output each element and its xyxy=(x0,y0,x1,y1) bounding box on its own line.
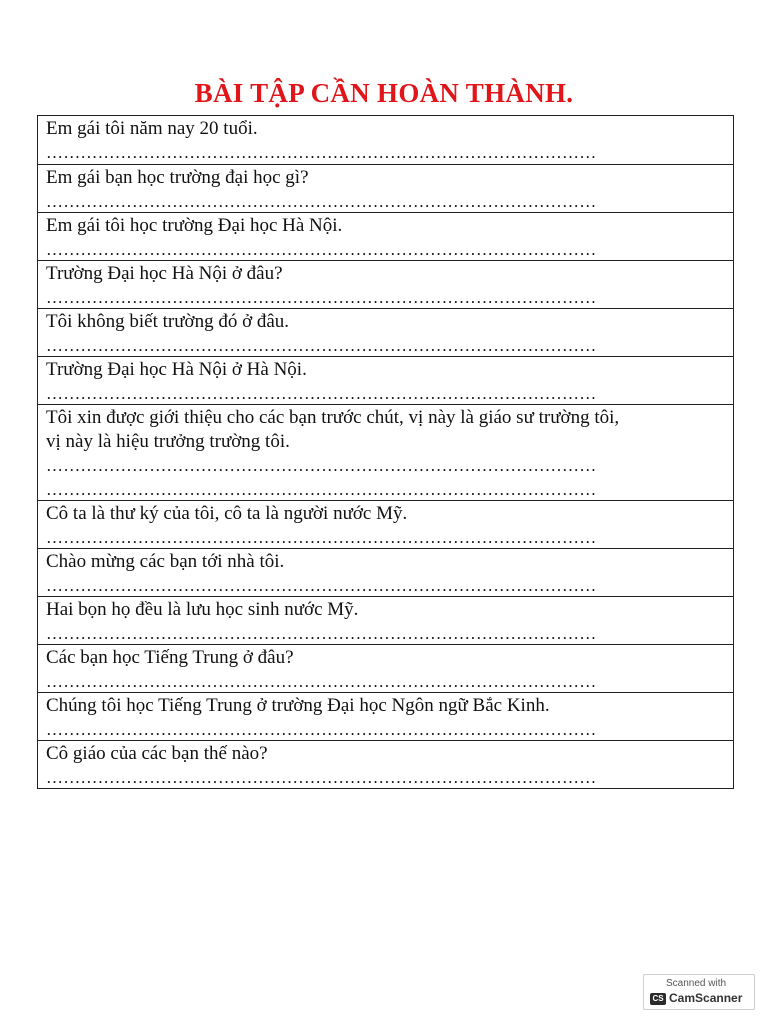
sentence-text: Cô giáo của các bạn thế nào? xyxy=(46,743,268,764)
answer-line[interactable]: …………………………………………………………………………………… xyxy=(46,576,597,595)
exercise-row xyxy=(38,740,733,788)
sentence-text: Hai bọn họ đều là lưu học sinh nước Mỹ. xyxy=(46,599,359,620)
exercise-row xyxy=(38,116,733,164)
page-title: BÀI TẬP CẦN HOÀN THÀNH. xyxy=(194,78,574,108)
exercise-row xyxy=(38,644,733,692)
answer-line[interactable]: …………………………………………………………………………………… xyxy=(46,528,597,547)
sentence-text: Tôi không biết trường đó ở đâu. xyxy=(46,311,290,332)
camscanner-watermark xyxy=(643,974,755,1010)
sentence-text: Chúng tôi học Tiếng Trung ở trường Đại học Ngôn ngữ Bắc Kinh. xyxy=(46,695,550,716)
exercise-row xyxy=(38,164,733,212)
scanner-brand: CamScanner xyxy=(669,991,743,1005)
answer-line[interactable]: …………………………………………………………………………………… xyxy=(46,288,597,307)
answer-line[interactable]: …………………………………………………………………………………… xyxy=(46,768,597,787)
sentence-text: vị này là hiệu trưởng trường tôi. xyxy=(46,431,290,452)
exercise-row xyxy=(38,356,733,404)
sentence-text: Trường Đại học Hà Nội ở Hà Nội. xyxy=(46,359,307,380)
camscanner-logo-icon: CS xyxy=(650,993,666,1005)
sentence-text: Chào mừng các bạn tới nhà tôi. xyxy=(46,551,285,572)
sentence-text: Trường Đại học Hà Nội ở đâu? xyxy=(46,263,283,284)
exercise-table xyxy=(37,115,734,789)
answer-line[interactable]: …………………………………………………………………………………… xyxy=(46,672,597,691)
answer-line[interactable]: …………………………………………………………………………………… xyxy=(46,192,597,211)
answer-line[interactable]: …………………………………………………………………………………… xyxy=(46,720,597,739)
exercise-row xyxy=(38,500,733,548)
sentence-text: Tôi xin được giới thiệu cho các bạn trước chút, vị này là giáo sư trường tôi, xyxy=(46,407,620,428)
exercise-row xyxy=(38,692,733,740)
scanner-caption: Scanned with xyxy=(666,978,727,989)
answer-line[interactable]: …………………………………………………………………………………… xyxy=(46,143,597,162)
sentence-text: Em gái tôi học trường Đại học Hà Nội. xyxy=(46,215,343,236)
answer-line[interactable]: …………………………………………………………………………………… xyxy=(46,624,597,643)
answer-line[interactable]: …………………………………………………………………………………… xyxy=(46,384,597,403)
answer-line[interactable]: …………………………………………………………………………………… xyxy=(46,480,597,499)
sentence-text: Em gái tôi năm nay 20 tuổi. xyxy=(46,118,258,139)
sentence-text: Cô ta là thư ký của tôi, cô ta là người nước Mỹ. xyxy=(46,503,408,524)
answer-line[interactable]: …………………………………………………………………………………… xyxy=(46,336,597,355)
exercise-row xyxy=(38,404,733,500)
exercise-row xyxy=(38,308,733,356)
exercise-row xyxy=(38,596,733,644)
answer-line[interactable]: …………………………………………………………………………………… xyxy=(46,240,597,259)
exercise-row xyxy=(38,212,733,260)
answer-line[interactable]: …………………………………………………………………………………… xyxy=(46,456,597,475)
sentence-text: Em gái bạn học trường đại học gì? xyxy=(46,167,309,188)
exercise-row xyxy=(38,548,733,596)
exercise-row xyxy=(38,260,733,308)
sentence-text: Các bạn học Tiếng Trung ở đâu? xyxy=(46,647,294,668)
